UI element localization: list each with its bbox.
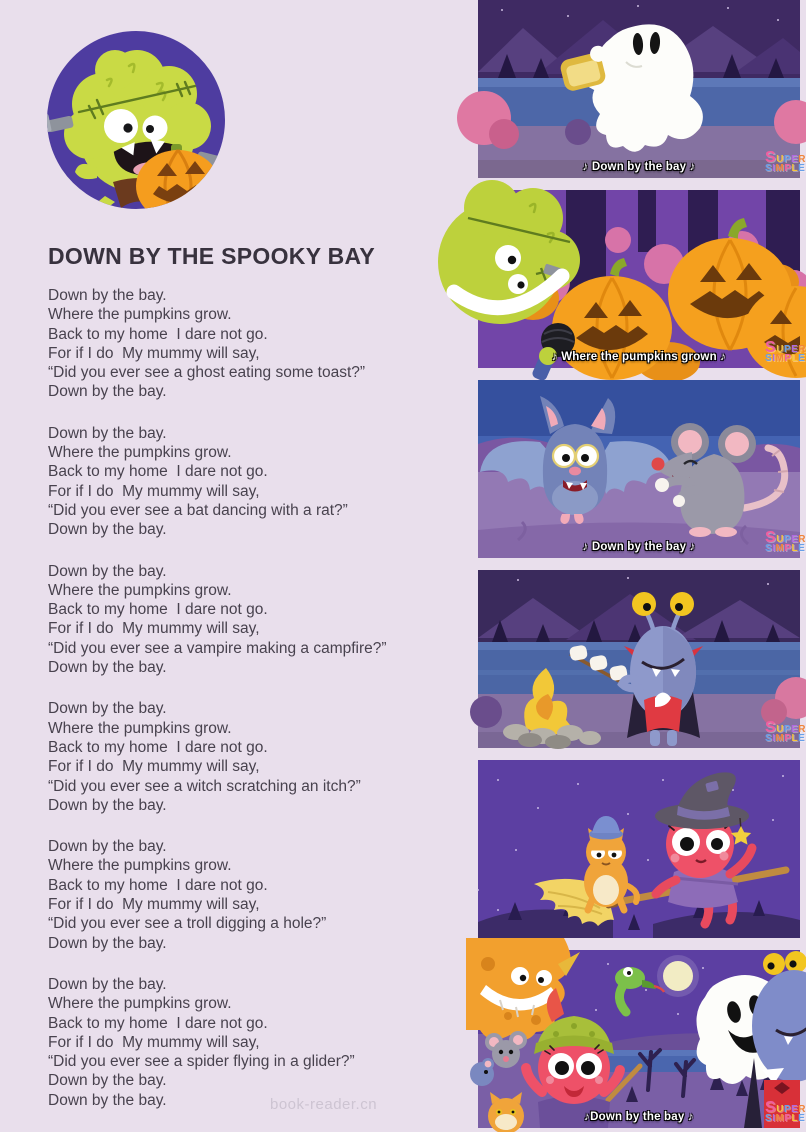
lyric-line: For if I do My mummy will say,	[48, 482, 260, 500]
frankenstein-monster-avatar	[45, 26, 227, 214]
lyric-line: Down by the bay.	[48, 796, 167, 814]
page-title: DOWN BY THE SPOOKY BAY	[48, 243, 375, 269]
lyric-line: Down by the bay.	[48, 1072, 167, 1090]
vampire-campfire-illustration	[478, 570, 800, 748]
verse	[48, 424, 468, 540]
super-simple-logo: SUPER SIMPLE	[765, 1099, 806, 1124]
super-simple-logo: SUPER SIMPLE	[765, 719, 806, 744]
lyric-line: Down by the bay.	[48, 659, 167, 677]
video-still-witch-broomstick	[478, 760, 800, 938]
subtitle-caption: ♪ Down by the bay ♪	[582, 161, 696, 173]
witch-broomstick-illustration	[478, 760, 800, 938]
lyric-line: Back to my home I dare not go.	[48, 601, 268, 619]
lyric-line: Where the pumpkins grow.	[48, 719, 232, 737]
lyric-line: Back to my home I dare not go.	[48, 325, 268, 343]
super-simple-logo: SUPER SIMPLE	[765, 149, 806, 174]
lyric-line: Where the pumpkins grow.	[48, 581, 232, 599]
finale-group-illustration	[478, 950, 800, 1128]
frankenstein-monster-icon	[45, 26, 227, 214]
video-still-vampire-campfire	[478, 570, 806, 748]
video-still-ghost-toast	[478, 0, 806, 178]
lyric-line: “Did you ever see a ghost eating some toast?”	[48, 364, 366, 382]
lyric-line: “Did you ever see a troll digging a hole?”	[48, 915, 327, 933]
video-still-bat-rat	[478, 380, 806, 558]
lyric-line: Down by the bay.	[48, 838, 167, 856]
lyric-line: Down by the bay.	[48, 383, 167, 401]
video-still-monster-pumpkins	[478, 190, 806, 368]
lyric-line: Down by the bay.	[48, 521, 167, 539]
verse	[48, 562, 468, 678]
bat-rat-illustration	[478, 380, 800, 558]
lyric-line: For if I do My mummy will say,	[48, 758, 260, 776]
lyric-line: Back to my home I dare not go.	[48, 738, 268, 756]
lyric-line: Down by the bay.	[48, 424, 167, 442]
lyric-line: For if I do My mummy will say,	[48, 896, 260, 914]
subtitle-caption: ♪Down by the bay ♪	[584, 1111, 694, 1123]
lyric-line: Back to my home I dare not go.	[48, 876, 268, 894]
lyric-line: Down by the bay.	[48, 1091, 167, 1109]
lyric-line: For if I do My mummy will say,	[48, 1033, 260, 1051]
watermark: book-reader.cn	[270, 1096, 378, 1113]
lyrics-verses	[48, 286, 468, 1132]
lyric-line: “Did you ever see a witch scratching an itch?”	[48, 777, 361, 795]
super-simple-logo: SUPER SIMPLE	[765, 339, 806, 364]
subtitle-caption: ♪ Down by the bay ♪	[582, 541, 696, 553]
lyric-line: Down by the bay.	[48, 287, 167, 304]
verse	[48, 837, 468, 953]
subtitle-caption: ♪ Where the pumpkins grown ♪	[551, 351, 727, 363]
verse	[48, 699, 468, 815]
lyric-line: Down by the bay.	[48, 700, 167, 718]
super-simple-logo: SUPER SIMPLE	[765, 529, 806, 554]
lyric-line: Down by the bay.	[48, 934, 167, 952]
lyric-line: “Did you ever see a vampire making a campfire?”	[48, 639, 387, 657]
lyric-line: Down by the bay.	[48, 975, 167, 993]
lyric-line: Where the pumpkins grow.	[48, 306, 232, 324]
lyric-line: Back to my home I dare not go.	[48, 463, 268, 481]
verse	[48, 286, 468, 402]
lyric-line: “Did you ever see a spider flying in a glider?”	[48, 1053, 355, 1071]
lyric-line: Where the pumpkins grow.	[48, 995, 232, 1013]
verse	[48, 975, 468, 1110]
lyric-line: Where the pumpkins grow.	[48, 857, 232, 875]
lyric-line: Back to my home I dare not go.	[48, 1014, 268, 1032]
lyric-line: For if I do My mummy will say,	[48, 344, 260, 362]
ghost-toast-illustration	[478, 0, 800, 178]
lyric-line: Where the pumpkins grow.	[48, 444, 232, 462]
monster-pumpkins-illustration	[478, 190, 800, 368]
video-still-finale-group	[478, 950, 806, 1128]
lyric-line: “Did you ever see a bat dancing with a rat?”	[48, 501, 348, 519]
lyric-line: For if I do My mummy will say,	[48, 620, 260, 638]
lyric-line: Down by the bay.	[48, 562, 167, 580]
